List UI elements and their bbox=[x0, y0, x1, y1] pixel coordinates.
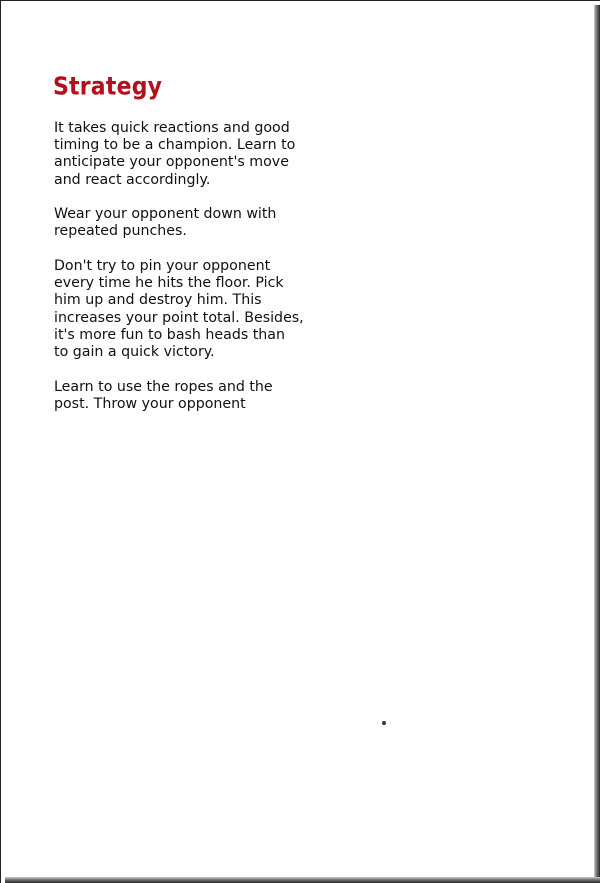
text-line: it's more fun to bash heads than bbox=[54, 326, 285, 343]
text-line: increases your point total. Besides, bbox=[54, 309, 304, 326]
paragraph bbox=[54, 258, 304, 361]
page-edge-shadow-right bbox=[594, 5, 600, 883]
text-line: and react accordingly. bbox=[54, 171, 211, 188]
text-line: Wear your opponent down with bbox=[54, 206, 277, 222]
text-line: to gain a quick victory. bbox=[54, 343, 215, 360]
paragraph bbox=[54, 379, 273, 413]
print-speck bbox=[382, 721, 386, 725]
text-line: repeated punches. bbox=[54, 223, 187, 240]
page-edge-shadow-bottom bbox=[5, 877, 600, 883]
text-line: anticipate your opponent's move bbox=[54, 154, 289, 171]
text-line: him up and destroy him. This bbox=[54, 292, 262, 309]
text-line: It takes quick reactions and good bbox=[54, 120, 290, 136]
text-line: timing to be a champion. Learn to bbox=[54, 137, 296, 154]
paragraph bbox=[54, 206, 276, 240]
text-line: Learn to use the ropes and the bbox=[54, 379, 273, 395]
page-title: Strategy bbox=[53, 73, 163, 101]
text-line: Don't try to pin your opponent bbox=[54, 258, 271, 274]
text-line: every time he hits the floor. Pick bbox=[54, 275, 284, 292]
paragraph bbox=[54, 120, 295, 189]
text-line: post. Throw your opponent bbox=[54, 396, 246, 413]
